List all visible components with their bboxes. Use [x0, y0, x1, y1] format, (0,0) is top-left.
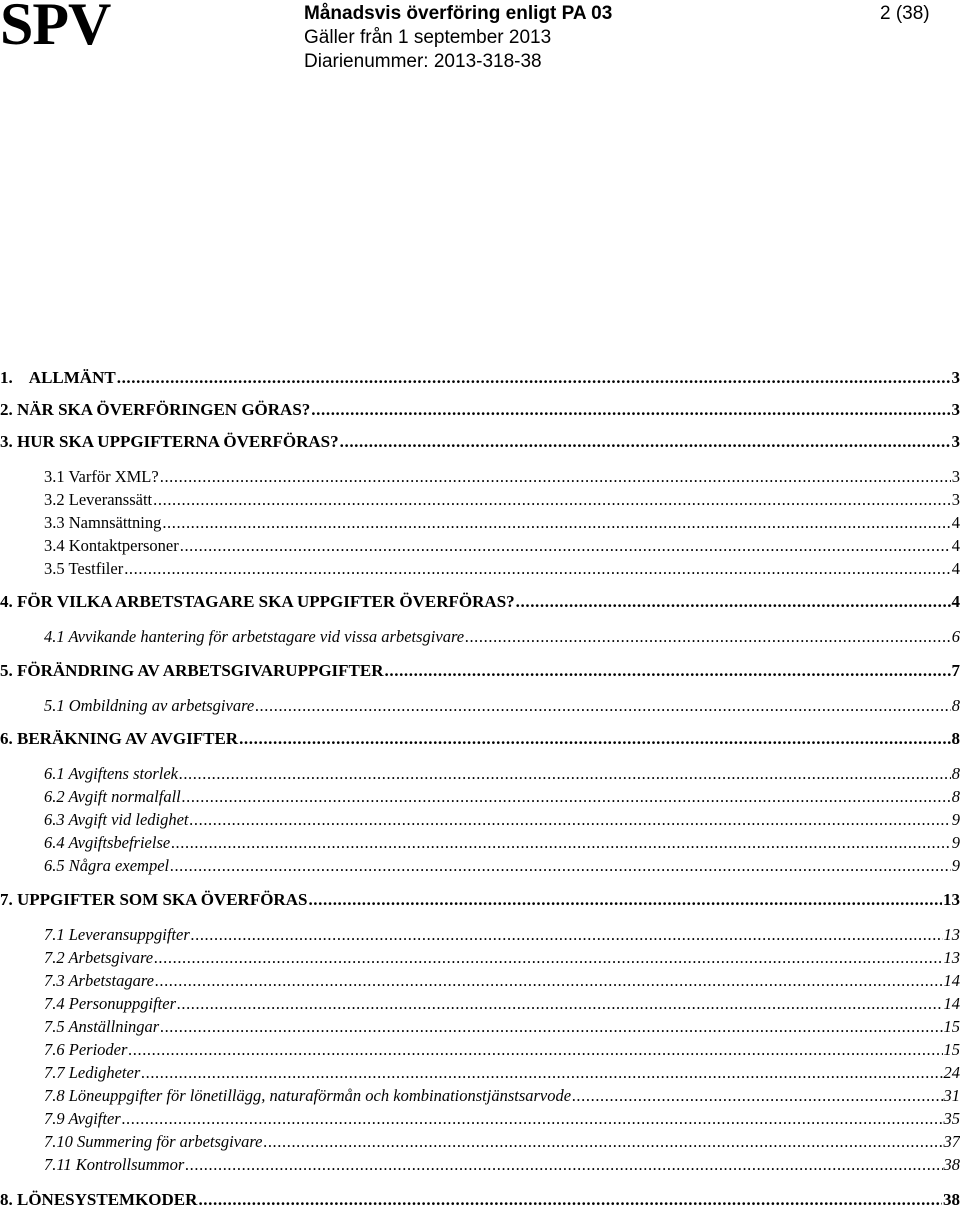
- toc-entry[interactable]: [0, 1132, 960, 1152]
- toc-leader: [171, 833, 951, 853]
- toc-entry-page: 4: [951, 536, 960, 555]
- toc-entry[interactable]: [0, 1063, 960, 1083]
- toc-entry-page: 37: [943, 1132, 960, 1151]
- toc-leader: [117, 368, 951, 388]
- toc-entry-page: 8: [951, 729, 960, 748]
- toc-entry[interactable]: [0, 1040, 960, 1060]
- toc-leader: [124, 559, 951, 579]
- toc-entry-page: 24: [943, 1063, 960, 1082]
- toc-entry-page: 38: [943, 1155, 960, 1174]
- toc-leader: [516, 592, 951, 612]
- toc-entry-page: 3: [951, 400, 960, 419]
- toc-entry-label: 4.1 Avvikande hantering för arbetstagare vid vissa arbetsgivare: [44, 627, 465, 646]
- toc-entry-page: 9: [951, 833, 960, 852]
- toc-leader: [154, 948, 942, 968]
- toc-leader: [190, 810, 951, 830]
- toc-entry-label: 6.4 Avgiftsbefrielse: [44, 833, 171, 852]
- toc-entry-label: 6.2 Avgift normalfall: [44, 787, 181, 806]
- toc-entry[interactable]: [0, 948, 960, 968]
- toc-entry[interactable]: [0, 559, 960, 579]
- toc-entry-label: 7.5 Anställningar: [44, 1017, 160, 1036]
- toc-entry[interactable]: [0, 925, 960, 945]
- page-number: 2 (38): [880, 3, 930, 24]
- toc-entry-page: 38: [943, 1190, 960, 1209]
- toc-entry-page: 35: [943, 1109, 960, 1128]
- toc-leader: [572, 1086, 942, 1106]
- toc-entry-page: 13: [943, 890, 960, 909]
- toc-entry-page: 3: [951, 467, 960, 486]
- toc-entry-label: 7.1 Leveransuppgifter: [44, 925, 190, 944]
- toc-entry-label: 6.5 Några exempel: [44, 856, 170, 875]
- toc-entry-label: 3.5 Testfiler: [44, 559, 124, 578]
- toc-leader: [182, 787, 951, 807]
- toc-entry-page: 8: [951, 764, 960, 783]
- toc-entry-label: 3. HUR SKA UPPGIFTERNA ÖVERFÖRAS?: [0, 432, 339, 451]
- toc-entry-page: 9: [951, 856, 960, 875]
- toc-entry-page: 4: [951, 513, 960, 532]
- toc-entry-page: 4: [951, 559, 960, 578]
- toc-entry-page: 4: [951, 592, 960, 611]
- toc-entry[interactable]: [0, 833, 960, 853]
- toc-entry[interactable]: [0, 787, 960, 807]
- toc-entry[interactable]: [0, 1190, 960, 1210]
- toc-entry-label: 7.2 Arbetsgivare: [44, 948, 154, 967]
- toc-leader: [311, 400, 950, 420]
- toc-entry[interactable]: [0, 627, 960, 647]
- toc-leader: [160, 467, 951, 487]
- toc-entry-label: 3.2 Leveranssätt: [44, 490, 153, 509]
- toc-entry[interactable]: [0, 890, 960, 910]
- toc-entry-page: 7: [951, 661, 960, 680]
- toc-leader: [179, 764, 951, 784]
- toc-entry-label: 7.3 Arbetstagare: [44, 971, 154, 990]
- toc-leader: [340, 432, 951, 452]
- toc-entry-label: 4. FÖR VILKA ARBETSTAGARE SKA UPPGIFTER ÖVERFÖRAS?: [0, 592, 515, 611]
- toc-entry-label: 7.7 Ledigheter: [44, 1063, 141, 1082]
- toc-entry-label: 7.11 Kontrollsummor: [44, 1155, 185, 1174]
- spv-logo: SPV: [0, 0, 111, 57]
- toc-entry-label: 7. UPPGIFTER SOM SKA ÖVERFÖRAS: [0, 890, 308, 909]
- toc-entry-page: 3: [951, 368, 960, 387]
- toc-entry-label: 5. FÖRÄNDRING AV ARBETSGIVARUPPGIFTER: [0, 661, 384, 680]
- toc-entry-page: 8: [951, 696, 960, 715]
- toc-leader: [122, 1109, 943, 1129]
- toc-leader: [385, 661, 951, 681]
- toc-entry-label: 6.1 Avgiftens storlek: [44, 764, 178, 783]
- toc-leader: [160, 1017, 942, 1037]
- toc-entry[interactable]: [0, 1155, 960, 1175]
- toc-entry[interactable]: [0, 368, 960, 388]
- toc-entry[interactable]: [0, 1109, 960, 1129]
- toc-entry[interactable]: [0, 536, 960, 556]
- toc-entry[interactable]: [0, 856, 960, 876]
- toc-leader: [177, 994, 943, 1014]
- toc-entry[interactable]: [0, 994, 960, 1014]
- toc-entry-page: 15: [943, 1017, 960, 1036]
- toc-leader: [180, 536, 951, 556]
- toc-entry[interactable]: [0, 971, 960, 991]
- toc-entry-page: 9: [951, 810, 960, 829]
- toc-leader: [198, 1190, 942, 1210]
- toc-entry[interactable]: [0, 432, 960, 452]
- toc-entry-page: 15: [943, 1040, 960, 1059]
- toc-entry[interactable]: [0, 1086, 960, 1106]
- toc-entry[interactable]: [0, 661, 960, 681]
- toc-leader: [185, 1155, 942, 1175]
- toc-entry[interactable]: [0, 810, 960, 830]
- toc-entry-label: 1. ALLMÄNT: [0, 368, 116, 387]
- toc-entry-page: 14: [943, 994, 960, 1013]
- toc-entry[interactable]: [0, 592, 960, 612]
- toc-entry-label: 2. NÄR SKA ÖVERFÖRINGEN GÖRAS?: [0, 400, 311, 419]
- reference-number: Diarienummer: 2013-318-38: [304, 51, 542, 72]
- toc-entry-label: 3.1 Varför XML?: [44, 467, 159, 486]
- toc-entry-label: 7.8 Löneuppgifter för lönetillägg, naturaförmån och kombinationstjänstsarvode: [44, 1086, 572, 1105]
- toc-entry-label: 7.10 Summering för arbetsgivare: [44, 1132, 263, 1151]
- toc-entry-page: 14: [943, 971, 960, 990]
- toc-leader: [308, 890, 942, 910]
- toc-entry-label: 5.1 Ombildning av arbetsgivare: [44, 696, 255, 715]
- toc-leader: [465, 627, 951, 647]
- toc-entry[interactable]: [0, 1017, 960, 1037]
- toc-entry[interactable]: [0, 467, 960, 487]
- document-title: Månadsvis överföring enligt PA 03: [304, 3, 613, 24]
- toc-leader: [191, 925, 943, 945]
- toc-entry-label: 3.3 Namnsättning: [44, 513, 162, 532]
- toc-entry[interactable]: [0, 490, 960, 510]
- toc-entry[interactable]: [0, 400, 960, 420]
- toc-entry-page: 13: [943, 925, 960, 944]
- toc-entry-label: 7.4 Personuppgifter: [44, 994, 176, 1013]
- toc-leader: [170, 856, 951, 876]
- toc-entry-label: 7.6 Perioder: [44, 1040, 128, 1059]
- toc-leader: [263, 1132, 942, 1152]
- toc-entry-page: 3: [951, 432, 960, 451]
- toc-leader: [239, 729, 950, 749]
- toc-entry[interactable]: [0, 696, 960, 716]
- valid-from: Gäller från 1 september 2013: [304, 27, 552, 48]
- toc-entry-label: 3.4 Kontaktpersoner: [44, 536, 179, 555]
- toc-entry-page: 6: [951, 627, 960, 646]
- toc-leader: [255, 696, 951, 716]
- toc-entry-page: 8: [951, 787, 960, 806]
- toc-leader: [141, 1063, 942, 1083]
- toc-entry-label: 6. BERÄKNING AV AVGIFTER: [0, 729, 239, 748]
- toc-entry-page: 3: [951, 490, 960, 509]
- toc-leader: [162, 513, 950, 533]
- toc-entry[interactable]: [0, 764, 960, 784]
- toc-leader: [155, 971, 943, 991]
- toc-entry-label: 7.9 Avgifter: [44, 1109, 121, 1128]
- toc-entry[interactable]: [0, 513, 960, 533]
- toc-entry-page: 31: [943, 1086, 960, 1105]
- toc-entry-label: 6.3 Avgift vid ledighet: [44, 810, 189, 829]
- toc-entry-label: 8. LÖNESYSTEMKODER: [0, 1190, 198, 1209]
- toc-leader: [153, 490, 951, 510]
- toc-entry-page: 13: [943, 948, 960, 967]
- toc-entry[interactable]: [0, 729, 960, 749]
- toc-leader: [128, 1040, 942, 1060]
